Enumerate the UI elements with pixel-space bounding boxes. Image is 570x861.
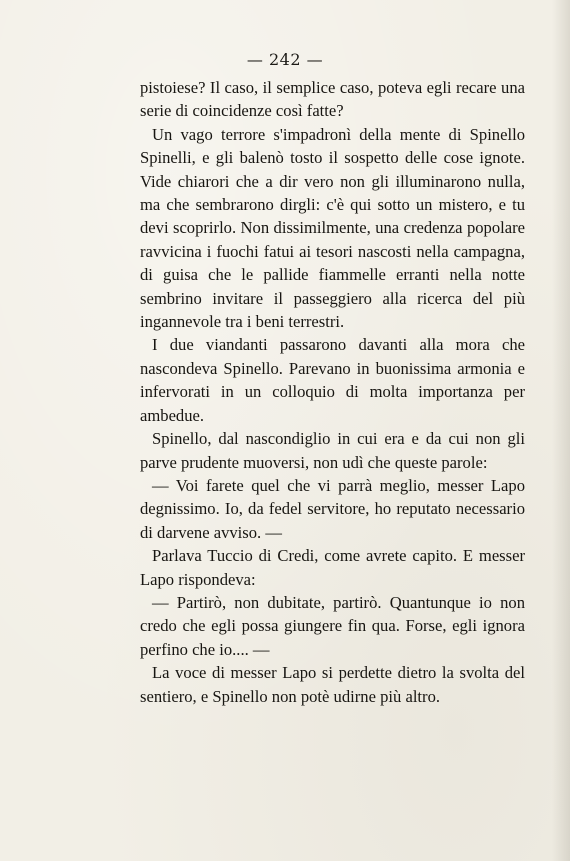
paragraph: Parlava Tuccio di Credi, come avrete capito. E messer Lapo rispondeva: (140, 546, 525, 589)
page-edge-shadow (552, 0, 570, 861)
paragraph: Un vago terrore s'impadronì della mente di Spinello Spinelli, e gli balenò tosto il sospetto delle cose ignote. Vide chiarori che a dir vero non gli illuminarono nulla, ma che sembrarono dirgli: c'è qui sotto un mistero, e tu devi scoprirlo. Non dissimilmente, una credenza popolare ravvicina i fuochi fatui ai tesori nascosti nella campagna, di guisa che le pallide fiammelle erranti nella notte sembrino invitare il passeggiero alla ricerca del più ingannevole tra i beni terrestri. (140, 124, 525, 332)
paragraph: Spinello, dal nascondiglio in cui era e da cui non gli parve prudente muoversi, non udì che queste parole: (140, 429, 525, 472)
dialogue-paragraph: — Voi farete quel che vi parrà meglio, messer Lapo degnissimo. Io, da fedel servitore, ho reputato necessario di darvene avviso. — (140, 475, 525, 542)
paragraph: pistoiese? Il caso, il semplice caso, poteva egli recare una serie di coincidenze così fatte? (140, 78, 525, 121)
dialogue-paragraph: — Partirò, non dubitate, partirò. Quantunque io non credo che egli possa giungere fin qua. Forse, egli ignora perfino che io.... — (140, 592, 525, 659)
paragraph: I due viandanti passarono davanti alla mora che nascondeva Spinello. Parevano in buonissima armonia e infervorati in un colloquio di molta importanza per ambedue. (140, 335, 525, 425)
paragraph: La voce di messer Lapo si perdette dietro la svolta del sentiero, e Spinello non potè udirne più altro. (140, 663, 525, 706)
body-text (140, 76, 525, 708)
page-number: — 242 — (246, 50, 324, 69)
